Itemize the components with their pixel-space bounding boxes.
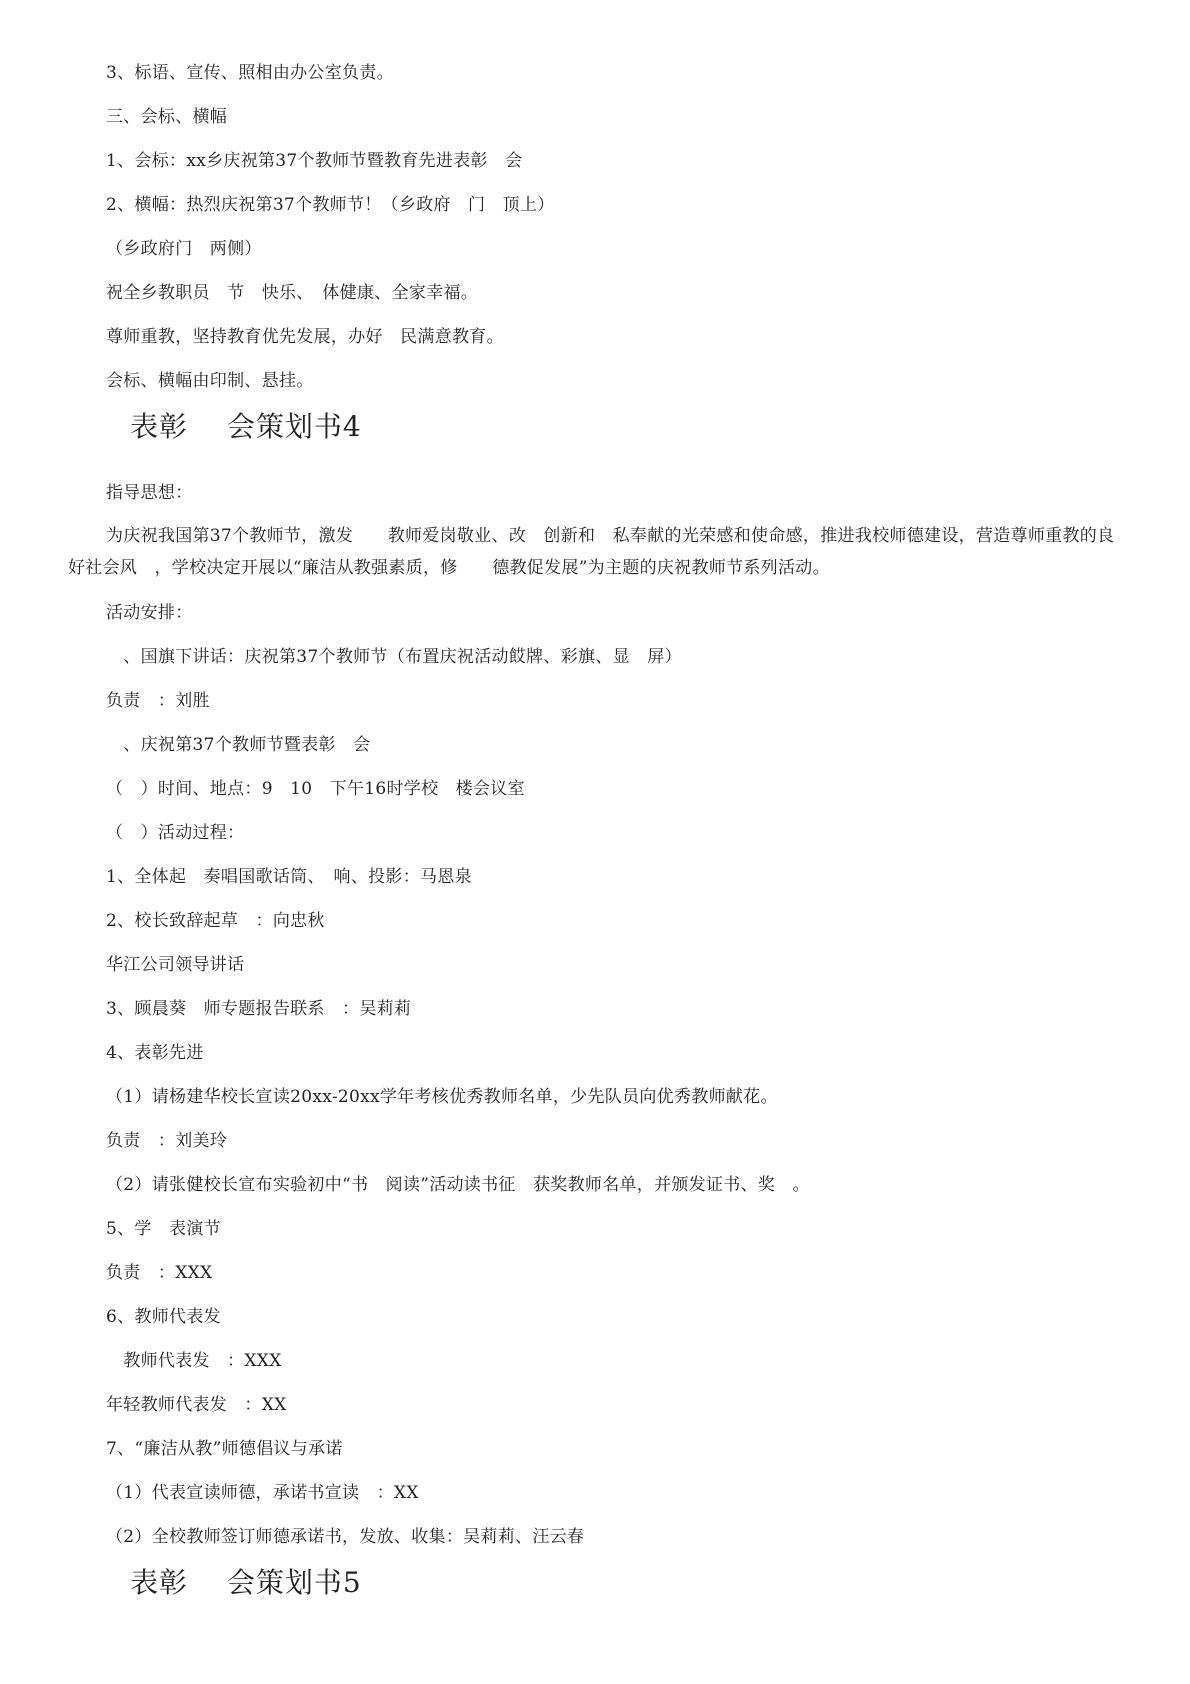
text-line: （ ）时间、地点：9 10 下午16时学校 楼会议室 <box>106 779 525 799</box>
text-line: 1、全体起 奏唱国歌话筒、 响、投影：马恩泉 <box>106 867 472 887</box>
text-line: 教师代表发 ：XXX <box>106 1351 282 1371</box>
text-line: （1）代表宣读师德，承诺书宣读 ：XX <box>106 1483 419 1503</box>
text-line: 2、横幅：热烈庆祝第37个教师节！（乡政府 门 顶上） <box>106 195 555 215</box>
guide-paragraph: 为庆祝我国第37个教师节，激发 教师爱岗敬业、改 创新和 私奉献的光荣感和使命感，推进我校师德建设，营造尊师重教的良好社会风 ，学校决定开展以“廉洁从教强素质，修 德教促发展”为主题的庆祝教师节系列活动。 <box>68 526 1115 578</box>
text-line: 负责 ：刘胜 <box>106 691 210 711</box>
section-title-banner: 三、会标、横幅 <box>106 107 228 127</box>
text-line: （ ）活动过程： <box>106 823 245 843</box>
text-line: 负责 ：XXX <box>106 1263 213 1283</box>
text-line: （2）请张健校长宣布实验初中“书 阅读”活动读书征 获奖教师名单，并颁发证书、奖 。 <box>106 1175 810 1195</box>
text-line: 负责 ：刘美玲 <box>106 1131 228 1151</box>
text-line: 、国旗下讲话：庆祝第37个教师节（布置庆祝活动餀牌、彩旗、显 屏） <box>106 647 682 667</box>
text-line: 活动安排： <box>106 603 193 623</box>
text-line: （1）请杨建华校长宣读20xx-20xx学年考核优秀教师名单，少先队员向优秀教师献花。 <box>106 1087 778 1107</box>
text-line: 会标、横幅由印制、悬挂。 <box>106 371 314 391</box>
text-line: 1、会标：xx乡庆祝第37个教师节暨教育先进表彰 会 <box>106 151 523 171</box>
text-line: 7、“廉洁从教”师德倡议与承诺 <box>106 1439 343 1459</box>
text-line: 年轻教师代表发 ：XX <box>106 1395 287 1415</box>
heading-plan-5: 表彰 会策划书5 <box>130 1566 362 1599</box>
guide-label: 指导思想： <box>106 483 193 503</box>
text-line: 5、学 表演节 <box>106 1219 221 1239</box>
text-line: 祝全乡教职员 节 快乐、 体健康、全家幸福。 <box>106 283 479 303</box>
text-line: 华江公司领导讲话 <box>106 955 245 975</box>
text-line: 3、顾晨葵 师专题报告联系 ：吴莉莉 <box>106 999 412 1019</box>
text-line: （乡政府门 两侧） <box>106 239 262 259</box>
heading-plan-4: 表彰 会策划书4 <box>130 410 362 443</box>
text-line: 4、表彰先进 <box>106 1043 204 1063</box>
text-line: 2、校长致辞起草 ：向忠秋 <box>106 911 325 931</box>
text-line: 6、教师代表发 <box>106 1307 221 1327</box>
text-line: 、庆祝第37个教师节暨表彰 会 <box>106 735 371 755</box>
text-line: 3、标语、宣传、照相由办公室负责。 <box>106 63 394 83</box>
text-line: （2）全校教师签订师德承诺书，发放、收集：吴莉莉、汪云春 <box>106 1527 585 1547</box>
text-line: 尊师重教，坚持教育优先发展，办好 民满意教育。 <box>106 327 504 347</box>
